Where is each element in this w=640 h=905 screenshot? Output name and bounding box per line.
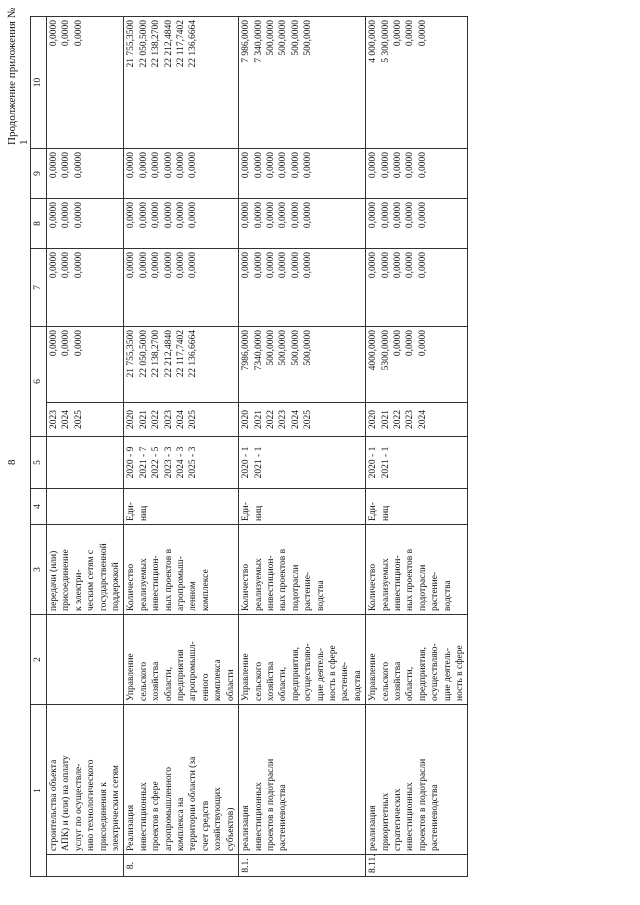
cell-line: инвестиционных [405,782,416,851]
cell-line: енного [200,673,211,701]
cell-line: Количество [368,563,379,611]
cell-line: ных проектов в [278,548,289,611]
cell-line: 4000,0000 [368,330,379,371]
cell-line: 0,0000 [392,202,403,229]
table-row [239,17,366,877]
cell-line: 0,0000 [417,152,428,179]
cell-line: 22 117,7402 [176,330,187,378]
cell-line: ниц [253,505,264,521]
cell-line: 0,0000 [417,20,428,47]
cell-line: 2023 [49,410,59,429]
cell-line: 0,0000 [138,202,149,229]
row-number: 8. [124,855,239,877]
unit-cell [366,489,468,525]
cell-line: 2023 - 3 [163,446,174,479]
cell-line: 0,0000 [392,330,403,357]
cell-line: сельского [380,661,391,701]
cell-line: 0,0000 [61,330,72,357]
amount-total-cell [124,327,239,403]
cell-line: 0,0000 [303,202,314,229]
cell-line: 2025 [188,410,199,429]
cell-line: 0,0000 [126,202,137,229]
cell-line: ческим сетям с [86,549,97,611]
cell-line: передачи (или) [49,550,59,611]
row-number: 8.11. [366,855,468,877]
indicator-cell [366,525,468,615]
cell-line: 22 212,4840 [163,20,174,68]
cell-line: 21 755,3500 [126,330,137,378]
cell-line: 0,0000 [303,252,314,279]
cell-line: хозяйства [392,661,403,701]
cell-line: 2022 [151,410,162,429]
cell-line: территории области (за [188,756,199,851]
cell-line: Еди- [241,502,252,521]
cell-line: поддержкой [111,562,122,611]
cell-line: 2022 [392,410,403,429]
cell-line: реализуемых [138,558,149,611]
cell-line: 2020 - 1 [368,446,379,479]
cell-line: 2020 [241,410,252,429]
cell-line: 0,0000 [303,152,314,179]
cell-line: 0,0000 [290,152,301,179]
cell-line: агропромышленного [163,766,174,851]
cell-line: 500,0000 [303,20,314,56]
cell-line: 0,0000 [405,252,416,279]
cell-line: 2024 - 3 [176,446,187,479]
cell-line: 500,0000 [303,330,314,366]
cell-line: комплекса [213,659,224,701]
indicator-cell [47,525,124,615]
cell-line: Еди- [126,502,137,521]
header-cell: 1 [31,705,47,877]
cell-line: хозяйства [151,661,162,701]
cell-line: 0,0000 [417,330,428,357]
cell-line: субъектов) [225,807,236,851]
amount-total-cell [239,327,366,403]
cell-line: 2021 - 7 [138,446,149,479]
cell-line: 2024 [176,410,187,429]
cell-line: 0,0000 [49,330,59,357]
cell-line: агропромышл- [188,641,199,701]
cell-line: 7986,0000 [241,330,252,371]
cell-line: хозяйствующих [213,787,224,851]
cell-line: государственной [98,543,109,611]
cell-line: 0,0000 [253,152,264,179]
cell-line: Количество [241,563,252,611]
cell-line: 0,0000 [138,252,149,279]
cell-line: Еди- [368,502,379,521]
cell-line: 0,0000 [278,252,289,279]
cell-line: 22 212,4840 [163,330,174,378]
cell-line: электрическим сетям [111,765,122,851]
amount-cell [239,17,366,149]
header-cell: 4 [31,489,47,525]
cell-line: Управление [126,653,137,701]
amount-cell [47,149,124,199]
cell-line: проектов в сфере [151,781,162,851]
executor-cell [239,615,366,705]
cell-line: 2024 [417,410,428,429]
cell-line: 2022 [265,410,276,429]
cell-line: 0,0000 [73,252,84,279]
cell-line: 22 138,2700 [151,330,162,378]
cell-line: услуг по осуществле- [73,763,84,851]
cell-line: 0,0000 [253,252,264,279]
cell-line: предприятия, [417,646,428,701]
cell-line: области, [405,666,416,701]
header-row [31,17,47,877]
cell-line: сельского [138,661,149,701]
cell-line: Реализация [126,804,137,851]
table-row [366,17,468,877]
cell-line: комплексе [200,569,211,611]
target-value-cell [239,437,366,489]
cell-line: 0,0000 [241,202,252,229]
amount-total-cell [366,327,468,403]
cell-line: ленном [188,581,199,611]
cell-line: 0,0000 [405,152,416,179]
cell-line: 7340,0000 [253,330,264,371]
cell-line: предприятия [176,649,187,701]
cell-line: строительства объекта [49,759,59,851]
cell-line: области [225,669,236,701]
cell-line: агропромыш- [176,556,187,611]
amount-cell [47,249,124,327]
activity-name-cell [47,705,124,855]
cell-line: осуществляю- [430,643,441,701]
amount-cell [366,149,468,199]
cell-line: 0,0000 [163,152,174,179]
executor-cell [124,615,239,705]
cell-line: 0,0000 [265,252,276,279]
year-cell [124,403,239,437]
cell-line: растение- [430,571,441,611]
cell-line: 0,0000 [278,202,289,229]
cell-line: инвестиционных [138,782,149,851]
cell-line: стратегических [392,788,403,851]
cell-line: 0,0000 [163,202,174,229]
activity-name-cell [124,705,239,855]
cell-line: 22 136,6664 [188,330,199,378]
cell-line: 0,0000 [417,252,428,279]
amount-cell [47,17,124,149]
cell-line: ных проектов в [405,548,416,611]
unit-cell [239,489,366,525]
cell-line: 0,0000 [73,20,84,47]
year-cell [47,403,124,437]
cell-line: 0,0000 [265,152,276,179]
cell-line: водства [352,670,363,701]
cell-line: хозяйства [265,661,276,701]
amount-cell [366,249,468,327]
cell-line: 0,0000 [151,252,162,279]
cell-line: 2024 [61,410,72,429]
cell-line: 0,0000 [61,252,72,279]
cell-line: 0,0000 [405,330,416,357]
cell-line: 2023 [405,410,416,429]
cell-line: 0,0000 [126,152,137,179]
cell-line: нию технологического [86,759,97,851]
cell-line: 2021 - 1 [380,446,391,479]
amount-cell [366,199,468,249]
cell-line: 0,0000 [265,202,276,229]
cell-line: 500,0000 [290,330,301,366]
cell-line: 0,0000 [61,152,72,179]
cell-line: 2021 [138,410,149,429]
amount-cell [239,149,366,199]
cell-line: 0,0000 [61,20,72,47]
cell-line: подотрасли [417,564,428,611]
cell-line: АПК) и (или) на оплату [61,755,72,851]
cell-line: 0,0000 [241,152,252,179]
cell-line: 0,0000 [278,152,289,179]
year-cell [366,403,468,437]
cell-line: 2023 [163,410,174,429]
cell-line: 0,0000 [163,252,174,279]
cell-line: 0,0000 [49,152,59,179]
cell-line: к электри- [73,569,84,611]
cell-line: 2025 [303,410,314,429]
cell-line: инвестицион- [151,555,162,611]
cell-line: приоритетных [380,792,391,851]
cell-line: реализация [241,805,252,851]
cell-line: 0,0000 [405,202,416,229]
amount-cell [124,17,239,149]
cell-line: 2023 [278,410,289,429]
cell-line: присоединение [61,549,72,611]
amount-cell [124,149,239,199]
cell-line: 500,0000 [290,20,301,56]
cell-line: 2020 [368,410,379,429]
cell-line: 500,0000 [278,330,289,366]
header-cell: 3 [31,525,47,615]
cell-line: сельского [253,661,264,701]
cell-line: 0,0000 [368,252,379,279]
cell-line: Управление [368,653,379,701]
cell-line: 0,0000 [368,202,379,229]
amount-cell [124,249,239,327]
cell-line: щие деятель- [315,647,326,701]
header-cell: 9 [31,149,47,199]
cell-line: 5 300,0000 [380,20,391,63]
cell-line: щие деятель- [442,647,453,701]
cell-line: 0,0000 [73,330,84,357]
cell-line: 0,0000 [253,202,264,229]
indicator-cell [124,525,239,615]
cell-line: 0,0000 [151,152,162,179]
header-cell: 2 [31,615,47,705]
cell-line: 0,0000 [417,202,428,229]
cell-line: 2020 - 1 [241,446,252,479]
cell-line: 21 755,3500 [126,20,137,68]
header-cell: 5 [31,437,47,489]
cell-line: 0,0000 [241,252,252,279]
cell-line: 22 050,5000 [138,20,149,68]
unit-cell [47,489,124,525]
cell-line: 0,0000 [188,252,199,279]
page-number: 8 [6,459,18,465]
cell-line: 2021 - 1 [253,446,264,479]
cell-line: ность в сфере [455,645,465,701]
cell-line: 0,0000 [188,152,199,179]
cell-line: 2021 [253,410,264,429]
cell-line: 2021 [380,410,391,429]
cell-line: инвестицион- [392,555,403,611]
appendix-label: Продолжение приложения № 1 [6,7,30,145]
target-value-cell [124,437,239,489]
cell-line: 0,0000 [126,252,137,279]
table-body [47,17,468,877]
cell-line: ниц [138,505,149,521]
cell-line: 0,0000 [290,252,301,279]
cell-line: растениеводства [430,784,441,851]
cell-line: реализация [368,805,379,851]
cell-line: 0,0000 [151,202,162,229]
cell-line: 0,0000 [176,252,187,279]
unit-cell [124,489,239,525]
row-number: 8.1. [239,855,366,877]
cell-line: Управление [241,653,252,701]
cell-line: 500,0000 [265,330,276,366]
activity-name-cell [239,705,366,855]
cell-line: растение- [303,571,314,611]
cell-line: 0,0000 [61,202,72,229]
table-row [47,17,124,877]
activity-name-cell [366,705,468,855]
cell-line: реализуемых [380,558,391,611]
cell-line: 2022 - 5 [151,446,162,479]
amount-cell [366,17,468,149]
cell-line: ность в сфере [327,645,338,701]
cell-line: инвестиционных [253,782,264,851]
header-cell: 6 [31,327,47,437]
cell-line: 0,0000 [405,20,416,47]
amount-cell [47,199,124,249]
cell-line: 0,0000 [176,202,187,229]
cell-line: счет средств [200,800,211,851]
cell-line: 7 986,0000 [241,20,252,63]
cell-line: водства [315,580,326,611]
amount-cell [124,199,239,249]
cell-line: 22 136,6664 [188,20,199,68]
cell-line: 0,0000 [392,152,403,179]
cell-line: водства [442,580,453,611]
cell-line: растение- [340,661,351,701]
cell-line: 22 117,7402 [176,20,187,68]
indicator-cell [239,525,366,615]
cell-line: 0,0000 [73,202,84,229]
header-cell: 8 [31,199,47,249]
amount-cell [239,199,366,249]
cell-line: комплекса на [176,797,187,851]
cell-line: растениеводства [278,784,289,851]
cell-line: области, [163,666,174,701]
cell-line: осуществляю- [303,643,314,701]
cell-line: 2024 [290,410,301,429]
cell-line: 500,0000 [265,20,276,56]
cell-line: 0,0000 [392,252,403,279]
cell-line: проектов в подотрасли [417,758,428,851]
target-value-cell [366,437,468,489]
cell-line: предприятия, [290,646,301,701]
cell-line: 0,0000 [380,152,391,179]
cell-line: 0,0000 [176,152,187,179]
cell-line: 0,0000 [73,152,84,179]
amount-total-cell [47,327,124,403]
cell-line: 0,0000 [290,202,301,229]
cell-line: 2020 - 9 [126,446,137,479]
cell-line: 0,0000 [188,202,199,229]
cell-line: 0,0000 [138,152,149,179]
cell-line: 2025 - 3 [188,446,199,479]
header-cell: 10 [31,17,47,149]
cell-line: подотрасли [290,564,301,611]
cell-line: 2025 [73,410,84,429]
cell-line: области, [278,666,289,701]
cell-line: 22 138,2700 [151,20,162,68]
cell-line: 2020 [126,410,137,429]
row-number [47,855,124,877]
cell-line: 0,0000 [49,252,59,279]
cell-line: 0,0000 [368,152,379,179]
cell-line: 5300,0000 [380,330,391,371]
amount-cell [239,249,366,327]
cell-line: инвестицион- [265,555,276,611]
cell-line: 0,0000 [380,202,391,229]
program-table [30,16,468,877]
cell-line: 4 000,0000 [368,20,379,63]
cell-line: присоединения к [98,782,109,851]
target-value-cell [47,437,124,489]
cell-line: ных проектов в [163,548,174,611]
executor-cell [47,615,124,705]
cell-line: 500,0000 [278,20,289,56]
cell-line: Количество [126,563,137,611]
cell-line: реализуемых [253,558,264,611]
cell-line: 0,0000 [392,20,403,47]
cell-line: 22 050,5000 [138,330,149,378]
year-cell [239,403,366,437]
header-cell: 7 [31,249,47,327]
cell-line: ниц [380,505,391,521]
cell-line: проектов в подотрасли [265,758,276,851]
table-row [124,17,239,877]
cell-line: 7 340,0000 [253,20,264,63]
cell-line: 0,0000 [49,202,59,229]
executor-cell [366,615,468,705]
cell-line: 0,0000 [380,252,391,279]
cell-line: 0,0000 [49,20,59,47]
